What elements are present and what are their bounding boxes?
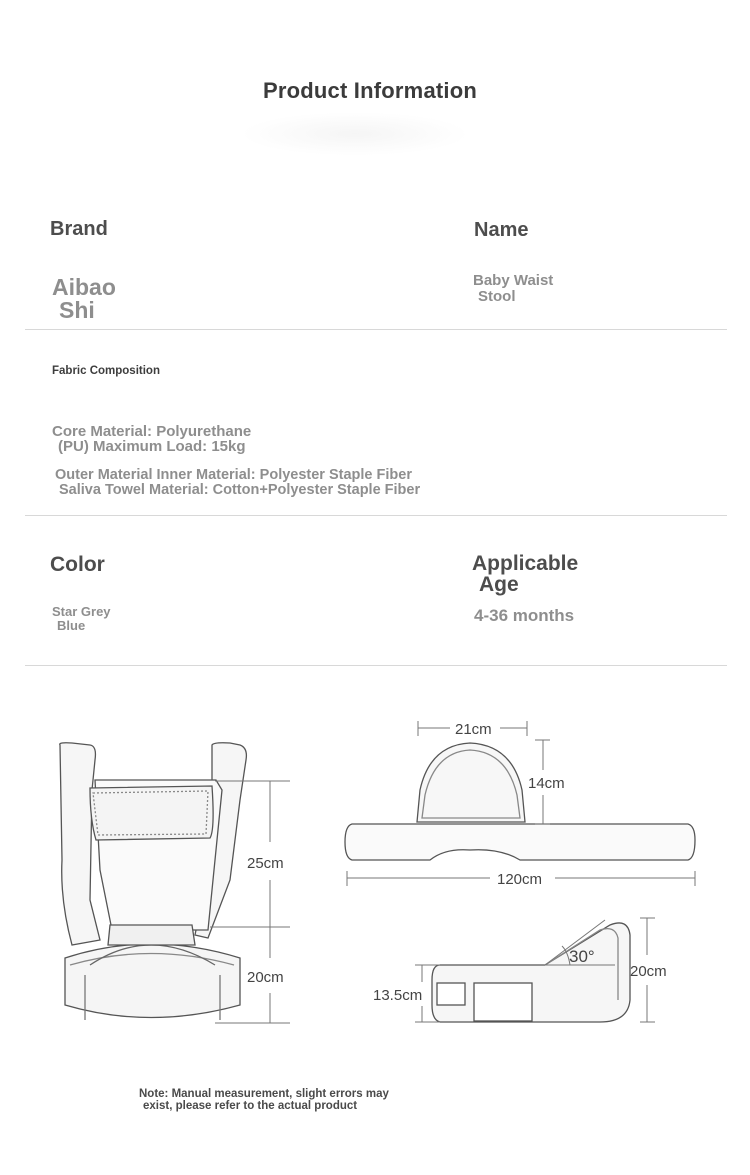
name-label: Name bbox=[474, 219, 529, 241]
page-title: Product Information bbox=[262, 78, 477, 103]
name-value: Baby Waist Stool bbox=[473, 272, 554, 305]
seat-width: 21cm bbox=[455, 721, 492, 738]
carrier-illustration bbox=[60, 743, 247, 1020]
carrier-lower-height: 20cm bbox=[247, 969, 284, 986]
measurement-note: Note: Manual measurement, slight errors may exist, please refer to the actual product bbox=[139, 1088, 389, 1112]
fabric-outer: Outer Material Inner Material: Polyester Staple Fiber Saliva Towel Material: Cotton+Polyester Staple Fiber bbox=[55, 467, 421, 498]
age-value: 4-36 months bbox=[474, 606, 575, 625]
side-front-height: 13.5cm bbox=[373, 987, 423, 1004]
brand-label: Brand bbox=[50, 218, 108, 240]
angle-label: 30° bbox=[569, 947, 595, 966]
carrier-upper-height: 25cm bbox=[247, 855, 284, 872]
fabric-label: Fabric Composition bbox=[52, 365, 160, 377]
seat-height: 14cm bbox=[528, 775, 565, 792]
seat-top-view bbox=[345, 743, 695, 860]
age-label: Applicable Age bbox=[472, 552, 579, 596]
brand-value: Aibao Shi bbox=[52, 274, 116, 323]
color-value: Star Grey Blue bbox=[52, 604, 111, 633]
side-height: 20cm bbox=[630, 963, 667, 980]
fabric-core: Core Material: Polyurethane (PU) Maximum Load: 15kg bbox=[52, 423, 252, 455]
belt-length: 120cm bbox=[497, 871, 543, 888]
seat-side-view bbox=[432, 923, 630, 1022]
color-label: Color bbox=[50, 553, 105, 576]
